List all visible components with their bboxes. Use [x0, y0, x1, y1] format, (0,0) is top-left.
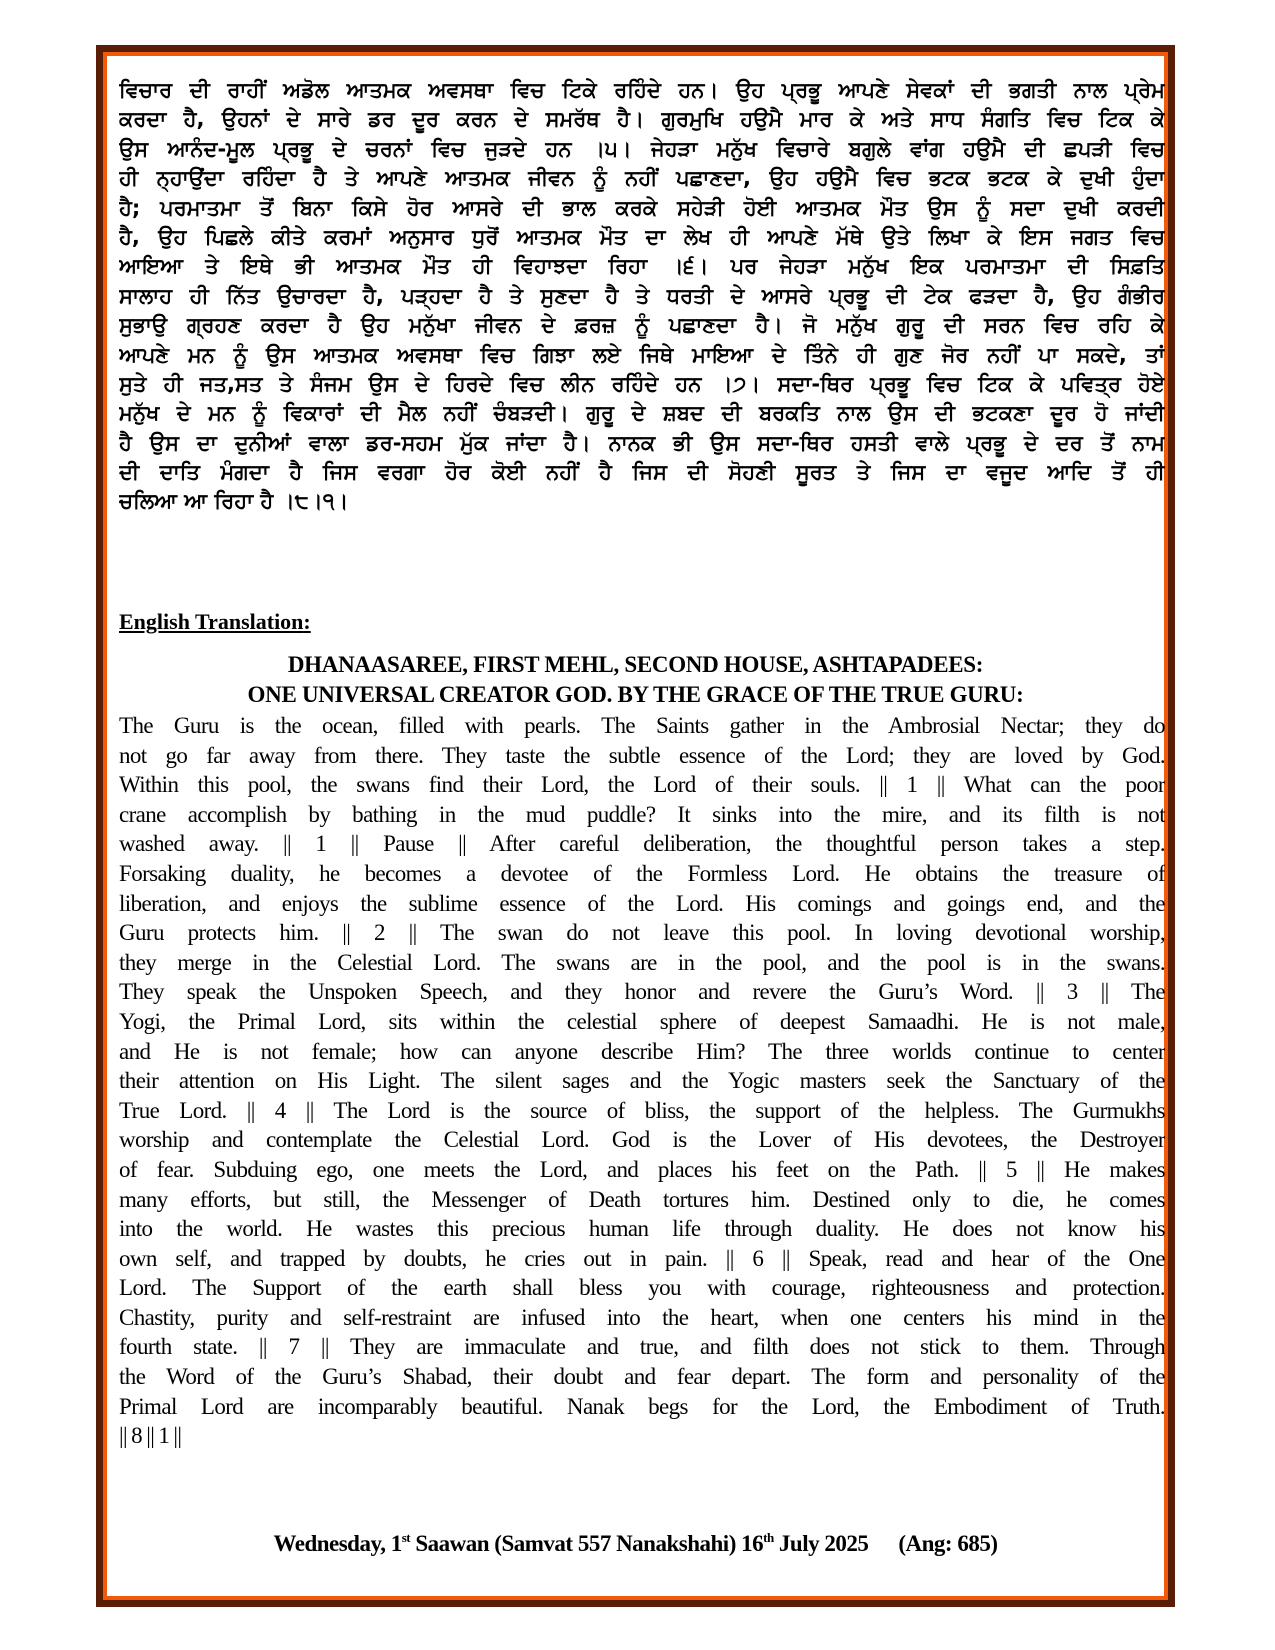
punjabi-line: ਆਇਆ ਤੇ ਇਥੇ ਭੀ ਆਤਮਕ ਮੌਤ ਹੀ ਵਿਹਾਝਦਾ ਰਿਹਾ ।੬। ਪਰ ਜੇਹੜਾ ਮਨੁੱਖ ਇਕ ਪਰਮਾਤਮਾ ਦੀ ਸਿਫ਼ਤਿ	[119, 254, 1165, 279]
date-footer	[107, 1531, 1164, 1557]
punjabi-line: ਚਲਿਆ ਆ ਰਿਹਾ ਹੈ ।੮।੧।	[119, 489, 349, 514]
punjabi-explanation	[119, 76, 1165, 517]
english-line: liberation, and enjoys the sublime essence of the Lord. His comings and goings end, and the	[119, 890, 1165, 916]
english-line: Guru protects him. || 2 || The swan do not leave this pool. In loving devotional worship,	[119, 920, 1165, 946]
punjabi-line: ਮਨੁੱਖ ਦੇ ਮਨ ਨੂੰ ਵਿਕਾਰਾਂ ਦੀ ਮੈਲ ਨਹੀਂ ਚੰਬੜਦੀ। ਗੁਰੂ ਦੇ ਸ਼ਬਦ ਦੀ ਬਰਕਤਿ ਨਾਲ ਉਸ ਦੀ ਭਟਕਣਾ ਦੂਰ ਹੋ ਜਾਂਦੀ	[119, 401, 1165, 426]
date-gregorian: July 2025	[773, 1531, 869, 1556]
date-weekday: Wednesday, 1	[273, 1531, 402, 1556]
english-line: the Word of the Guru’s Shabad, their doubt and fear depart. The form and personality of the	[119, 1364, 1165, 1390]
english-line: Chastity, purity and self-restraint are infused into the heart, when one centers his mind in the	[119, 1304, 1165, 1330]
english-translation-label-text: English Translation	[119, 609, 304, 634]
page-content	[107, 56, 1164, 1596]
english-line: and He is not female; how can anyone describe Him? The three worlds continue to center	[119, 1038, 1165, 1064]
date-ordinal-suffix-greg: th	[763, 1530, 774, 1545]
english-line: washed away. || 1 || Pause || After careful deliberation, the thoughtful person takes a step.	[119, 831, 1165, 857]
english-line: Primal Lord are incomparably beautiful. Nanak begs for the Lord, the Embodiment of Truth.	[119, 1393, 1165, 1419]
label-colon: :	[303, 609, 311, 634]
punjabi-line: ਸੁਭਾਉ ਗ੍ਰਹਣ ਕਰਦਾ ਹੈ ਉਹ ਮਨੁੱਖਾ ਜੀਵਨ ਦੇ ਫ਼ਰਜ਼ ਨੂੰ ਪਛਾਣਦਾ ਹੈ। ਜੋ ਮਨੁੱਖ ਗੁਰੂ ਦੀ ਸਰਨ ਵਿਚ ਰਹਿ ਕੇ	[119, 313, 1165, 338]
english-line: || 8 || 1 ||	[119, 1423, 182, 1449]
english-line: fourth state. || 7 || They are immaculate and true, and filth does not stick to them. Through	[119, 1334, 1165, 1360]
punjabi-line: ਦੀ ਦਾਤਿ ਮੰਗਦਾ ਹੈ ਜਿਸ ਵਰਗਾ ਹੋਰ ਕੋਈ ਨਹੀਂ ਹੈ ਜਿਸ ਦੀ ਸੋਹਣੀ ਸੂਰਤ ਤੇ ਜਿਸ ਦਾ ਵਜੂਦ ਆਦਿ ਤੋਂ ਹੀ	[119, 460, 1165, 485]
date-ordinal-suffix: st	[401, 1530, 411, 1545]
punjabi-line: ਹੀ ਨ੍ਹਾਉਂਦਾ ਰਹਿੰਦਾ ਹੈ ਤੇ ਆਪਣੇ ਆਤਮਕ ਜੀਵਨ ਨੂੰ ਨਹੀਂ ਪਛਾਣਦਾ, ਉਹ ਹਉਮੈ ਵਿਚ ਭਟਕ ਭਟਕ ਕੇ ਦੁਖੀ ਹੁੰਦਾ	[119, 166, 1165, 191]
english-translation-body	[119, 711, 1165, 1451]
english-line: Yogi, the Primal Lord, sits within the celestial sphere of deepest Samaadhi. He is not male,	[119, 1008, 1165, 1034]
punjabi-line: ਹੈ; ਪਰਮਾਤਮਾ ਤੋਂ ਬਿਨਾ ਕਿਸੇ ਹੋਰ ਆਸਰੇ ਦੀ ਭਾਲ ਕਰਕੇ ਸਹੇੜੀ ਹੋਈ ਆਤਮਕ ਮੌਤ ਉਸ ਨੂੰ ਸਦਾ ਦੁਖੀ ਕਰਦੀ	[119, 195, 1165, 220]
page-border-inner	[103, 52, 1168, 1600]
english-line: they merge in the Celestial Lord. The swans are in the pool, and the pool is in the swans.	[119, 949, 1165, 975]
english-line: crane accomplish by bathing in the mud puddle? It sinks into the mire, and its filth is not	[119, 801, 1165, 827]
english-line: worship and contemplate the Celestial Lord. God is the Lover of His devotees, the Destroyer	[119, 1127, 1165, 1153]
english-line: Lord. The Support of the earth shall bless you with courage, righteousness and protection.	[119, 1275, 1165, 1301]
english-translation-label	[119, 609, 311, 635]
punjabi-line: ਸਾਲਾਹ ਹੀ ਨਿੱਤ ਉਚਾਰਦਾ ਹੈ, ਪੜ੍ਹਦਾ ਹੈ ਤੇ ਸੁਣਦਾ ਹੈ ਤੇ ਧਰਤੀ ਦੇ ਆਸਰੇ ਪ੍ਰਭੂ ਦੀ ਟੇਕ ਫੜਦਾ ਹੈ, ਉਹ ਗੰਭੀਰ	[119, 283, 1165, 308]
english-line: They speak the Unspoken Speech, and they honor and revere the Guru’s Word. || 3 || The	[119, 979, 1165, 1005]
punjabi-line: ਸੁਤੇ ਹੀ ਜਤ,ਸਤ ਤੇ ਸੰਜਮ ਉਸ ਦੇ ਹਿਰਦੇ ਵਿਚ ਲੀਨ ਰਹਿੰਦੇ ਹਨ ।੭। ਸਦਾ-ਥਿਰ ਪ੍ਰਭੂ ਵਿਚ ਟਿਕ ਕੇ ਪਵਿਤ੍ਰ ਹੋਏ	[119, 371, 1165, 396]
english-line: into the world. He wastes this precious human life through duality. He does not know his	[119, 1216, 1165, 1242]
english-line: many efforts, but still, the Messenger of Death tortures him. Destined only to die, he comes	[119, 1186, 1165, 1212]
punjabi-line: ਉਸ ਆਨੰਦ-ਮੂਲ ਪ੍ਰਭੂ ਦੇ ਚਰਨਾਂ ਵਿਚ ਜੁੜਦੇ ਹਨ ।੫। ਜੇਹੜਾ ਮਨੁੱਖ ਵਿਚਾਰੇ ਬਗੁਲੇ ਵਾਂਗ ਹਉਮੈ ਦੀ ਛਪੜੀ ਵਿਚ	[119, 136, 1165, 161]
english-line: Forsaking duality, he becomes a devotee of the Formless Lord. He obtains the treasure of	[119, 860, 1165, 886]
punjabi-line: ਕਰਦਾ ਹੈ, ਉਹਨਾਂ ਦੇ ਸਾਰੇ ਡਰ ਦੂਰ ਕਰਨ ਦੇ ਸਮਰੱਥ ਹੈ। ਗੁਰਮੁਖਿ ਹਉਮੈ ਮਾਰ ਕੇ ਅਤੇ ਸਾਧ ਸੰਗਤਿ ਵਿਚ ਟਿਕ ਕੇ	[119, 107, 1165, 132]
english-line: of fear. Subduing ego, one meets the Lord, and places his feet on the Path. || 5 || He makes	[119, 1156, 1165, 1182]
punjabi-line: ਹੈ ਉਸ ਦਾ ਦੁਨੀਆਂ ਵਾਲਾ ਡਰ-ਸਹਮ ਮੁੱਕ ਜਾਂਦਾ ਹੈ। ਨਾਨਕ ਭੀ ਉਸ ਸਦਾ-ਥਿਰ ਹਸਤੀ ਵਾਲੇ ਪ੍ਰਭੂ ਦੇ ਦਰ ਤੋਂ ਨਾਮ	[119, 430, 1165, 455]
heading-raag: DHANAASAREE, FIRST MEHL, SECOND HOUSE, ASHTAPADEES:	[287, 652, 984, 677]
english-line: their attention on His Light. The silent sages and the Yogic masters seek the Sanctuary of the	[119, 1068, 1165, 1094]
ang-number: (Ang: 685)	[898, 1531, 998, 1556]
page-border-outer	[96, 45, 1175, 1607]
punjabi-line: ਵਿਚਾਰ ਦੀ ਰਾਹੀਂ ਅਡੋਲ ਆਤਮਕ ਅਵਸਥਾ ਵਿਚ ਟਿਕੇ ਰਹਿੰਦੇ ਹਨ। ਉਹ ਪ੍ਰਭੂ ਆਪਣੇ ਸੇਵਕਾਂ ਦੀ ਭਗਤੀ ਨਾਲ ਪ੍ਰੇਮ	[119, 78, 1165, 102]
punjabi-line: ਆਪਣੇ ਮਨ ਨੂੰ ਉਸ ਆਤਮਕ ਅਵਸਥਾ ਵਿਚ ਗਿਝਾ ਲਏ ਜਿਥੇ ਮਾਇਆ ਦੇ ਤਿੰਨੇ ਹੀ ਗੁਣ ਜੋਰ ਨਹੀਂ ਪਾ ਸਕਦੇ, ਤਾਂ	[119, 342, 1165, 367]
english-line: True Lord. || 4 || The Lord is the source of bliss, the support of the helpless. The Gurmukhs	[119, 1097, 1165, 1123]
english-line: Within this pool, the swans find their Lord, the Lord of their souls. || 1 || What can the poor	[119, 772, 1165, 798]
punjabi-line: ਹੈ, ਉਹ ਪਿਛਲੇ ਕੀਤੇ ਕਰਮਾਂ ਅਨੁਸਾਰ ਧੁਰੋਂ ਆਤਮਕ ਮੌਤ ਦਾ ਲੇਖ ਹੀ ਆਪਣੇ ਮੱਥੇ ਉਤੇ ਲਿਖਾ ਕੇ ਇਸ ਜਗਤ ਵਿਚ	[119, 224, 1165, 249]
english-line: not go far away from there. They taste the subtle essence of the Lord; they are loved by God.	[119, 742, 1165, 768]
english-line: The Guru is the ocean, filled with pearls. The Saints gather in the Ambrosial Nectar; they do	[119, 713, 1165, 738]
english-line: own self, and trapped by doubts, he cries out in pain. || 6 || Speak, read and hear of the One	[119, 1245, 1165, 1271]
date-nanakshahi: Saawan (Samvat 557 Nanakshahi) 16	[410, 1531, 764, 1556]
heading-mool-mantar: ONE UNIVERSAL CREATOR GOD. BY THE GRACE OF THE TRUE GURU:	[247, 682, 1024, 707]
